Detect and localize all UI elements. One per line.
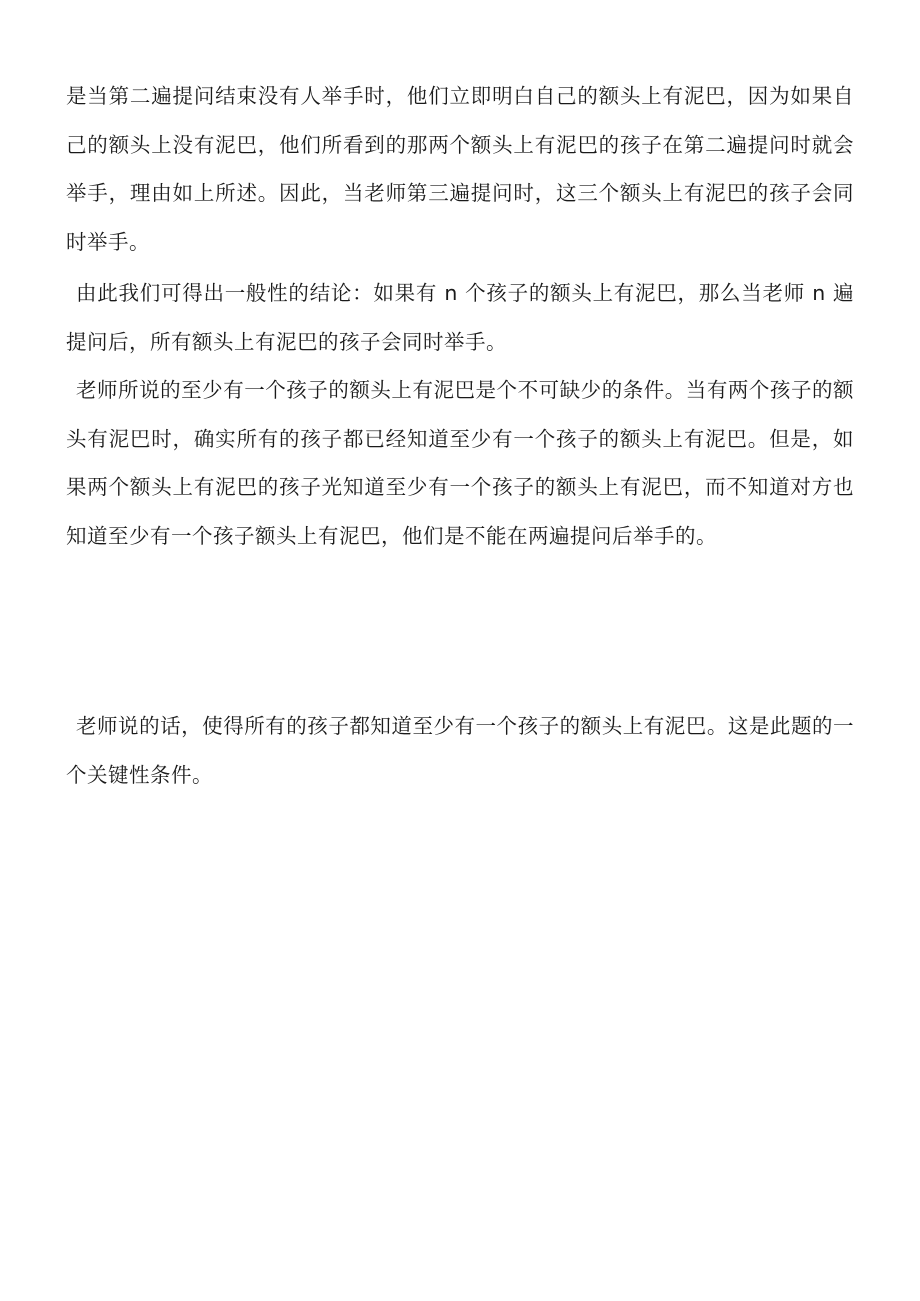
- paragraph-key-condition: 老师说的话，使得所有的孩子都知道至少有一个孩子的额头上有泥巴。这是此题的一个关键性条件。: [66, 714, 854, 787]
- paragraph-conclusion-three-children: 是当第二遍提问结束没有人举手时，他们立即明白自己的额头上有泥巴，因为如果自己的额头上没有泥巴，他们所看到的那两个额头上有泥巴的孩子在第二遍提问时就会举手，理由如上所述。因此，当老师第三遍提问时，这三个额头上有泥巴的孩子会同时举手。: [66, 84, 854, 254]
- paragraph-necessary-condition: 老师所说的至少有一个孩子的额头上有泥巴是个不可缺少的条件。当有两个孩子的额头有泥巴时，确实所有的孩子都已经知道至少有一个孩子的额头上有泥巴。但是，如果两个额头上有泥巴的孩子光知道至少有一个孩子的额头上有泥巴，而不知道对方也知道至少有一个孩子额头上有泥巴，他们是不能在两遍提问后举手的。: [66, 378, 854, 548]
- paragraph-general-conclusion: 由此我们可得出一般性的结论：如果有 n 个孩子的额头上有泥巴，那么当老师 n 遍提问后，所有额头上有泥巴的孩子会同时举手。: [66, 281, 854, 354]
